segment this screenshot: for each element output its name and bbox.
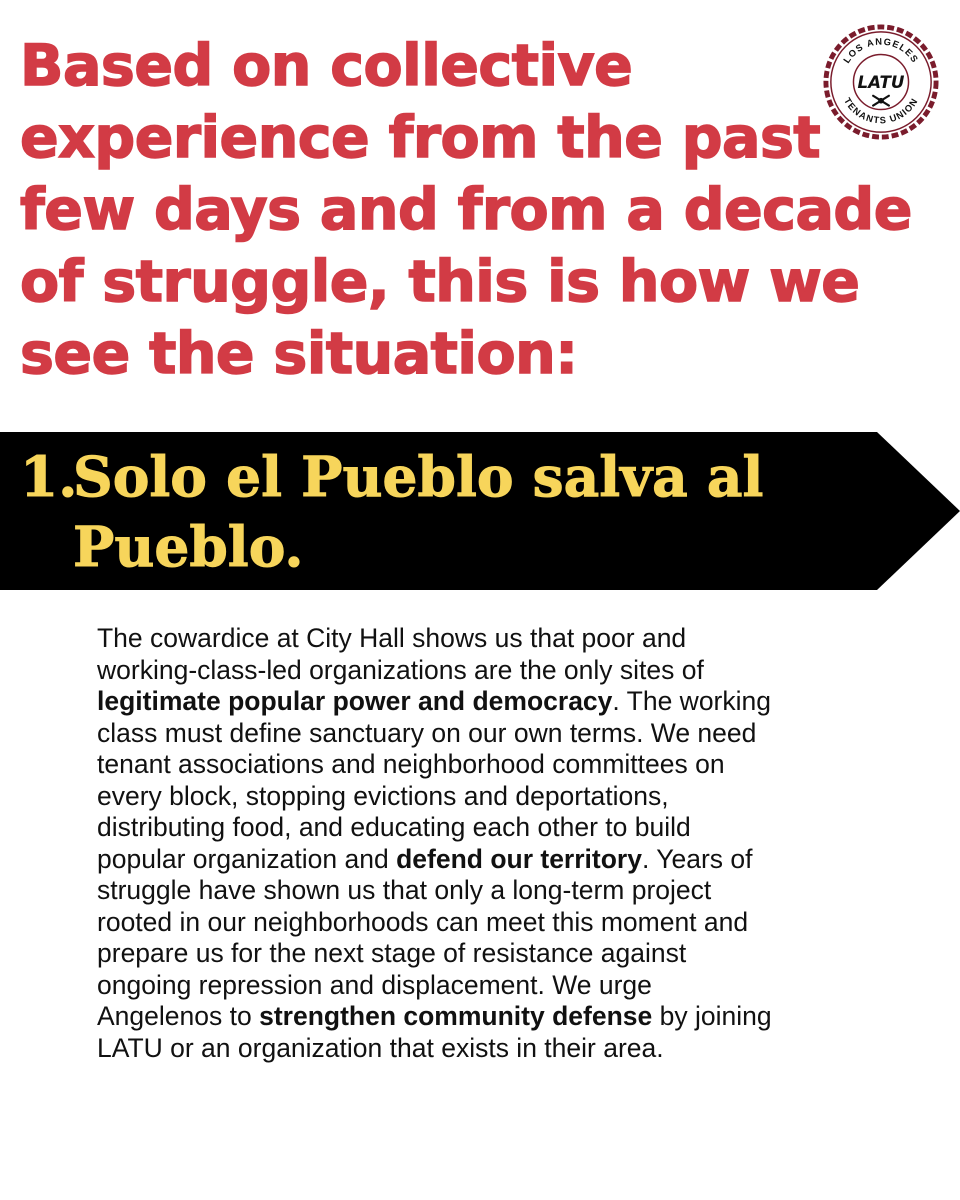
headline-line: Based on collective: [20, 33, 633, 99]
body-text-run: . Years of: [641, 843, 753, 874]
section-number: 1.: [20, 444, 78, 509]
headline: [20, 30, 912, 390]
headline-line: see the situation:: [20, 321, 578, 387]
logo-ring-top-text: LOS ANGELES: [841, 36, 921, 65]
logo-initials: LATU: [857, 71, 905, 92]
body-text-run: Angelenos to: [97, 1001, 260, 1031]
body-text-run: popular organization and: [97, 843, 397, 874]
body-line: The cowardice at City Hall shows us that poor and: [97, 623, 687, 653]
body-text-run: by joining: [652, 1001, 772, 1031]
headline-line: of struggle, this is how we: [20, 249, 860, 315]
section-title-line: Solo el Pueblo salva al: [73, 444, 764, 509]
body-line: rooted in our neighborhoods can meet this moment and: [97, 906, 749, 937]
body-line: distributing food, and educating each other to build: [97, 812, 691, 842]
section-title-line: Pueblo.: [73, 514, 304, 579]
body-text-run: . The working: [612, 686, 771, 716]
body-line: tenant associations and neighborhood committees on: [97, 749, 725, 779]
body-paragraph: [97, 623, 927, 1064]
body-line: [97, 686, 927, 718]
body-line: working-class-led organizations are the only sites of: [97, 654, 704, 685]
latu-logo: [822, 23, 940, 141]
headline-line: experience from the past: [20, 105, 821, 171]
body-line: LATU or an organization that exists in their area.: [97, 1032, 664, 1063]
body-line: ongoing repression and displacement. We urge: [97, 969, 652, 1000]
body-line: prepare us for the next stage of resistance against: [97, 938, 687, 968]
bold-phrase: legitimate popular power and democracy: [97, 686, 613, 716]
body-line: [97, 1001, 927, 1033]
logo-ring-bottom-text: TENANTS UNION: [842, 96, 920, 126]
body-line: class must define sanctuary on our own terms. We need: [97, 717, 757, 748]
body-line: struggle have shown us that only a long-term project: [97, 875, 712, 905]
body-line: [97, 844, 927, 876]
body-line: every block, stopping evictions and deportations,: [97, 780, 669, 811]
bold-phrase: strengthen community defense: [259, 1001, 653, 1031]
bold-phrase: defend our territory: [396, 843, 642, 874]
headline-line: few days and from a decade: [20, 177, 912, 243]
